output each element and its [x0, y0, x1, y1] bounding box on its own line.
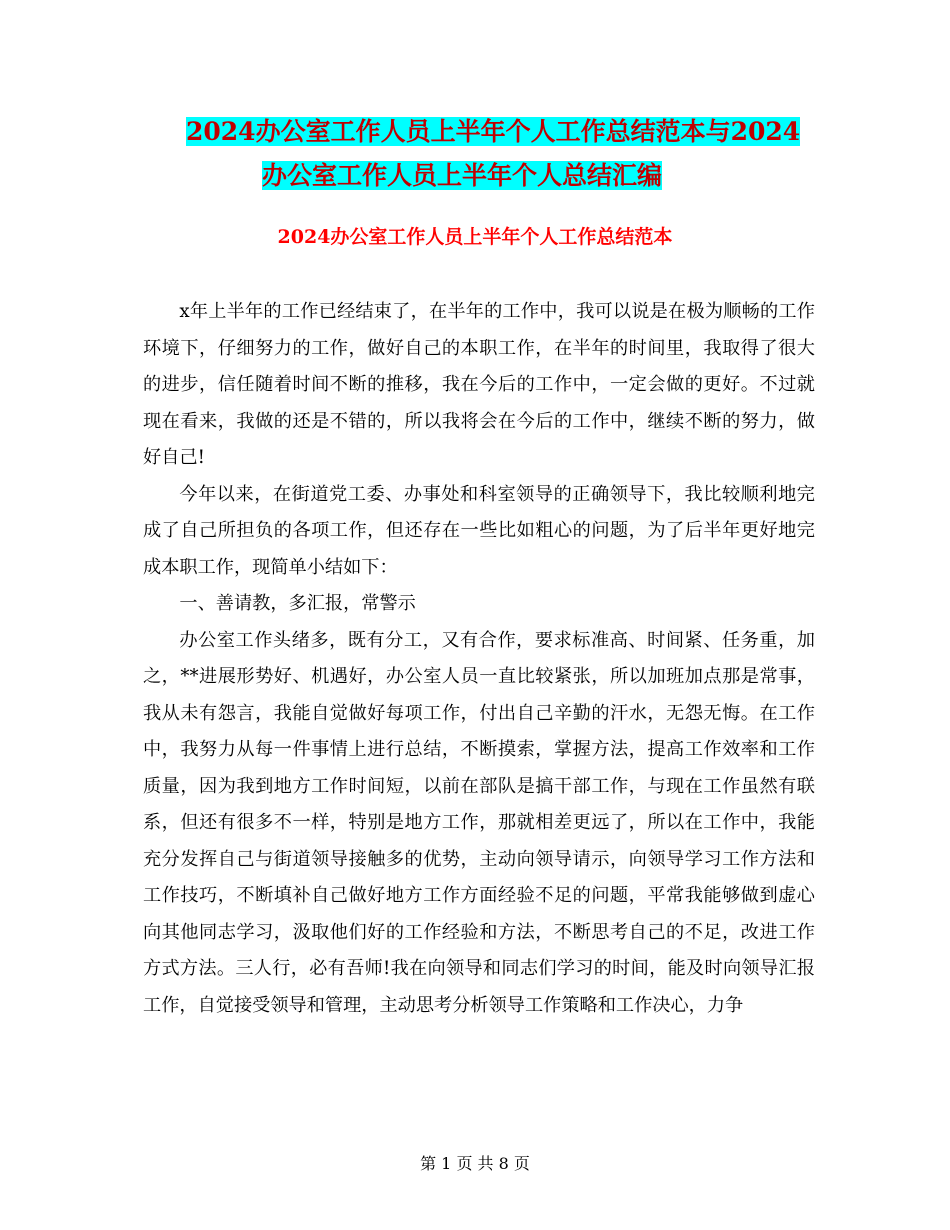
paragraph: x年上半年的工作已经结束了，在半年的工作中，我可以说是在极为顺畅的工作环境下，仔细努力的工作，做好自己的本职工作，在半年的时间里，我取得了很大的进步，信任随着时间不断的推移，我在今后的工作中，一定会做的更好。不过就现在看来，我做的还是不错的，所以我将会在今后的工作中，继续不断的努力，做好自己! [143, 301, 815, 468]
title-line-2: 办公室工作人员上半年个人总结汇编 [262, 161, 663, 190]
paragraph: 今年以来，在街道党工委、办事处和科室领导的正确领导下，我比较顺利地完成了自己所担负的各项工作，但还存在一些比如粗心的问题，为了后半年更好地完成本职工作，现简单小结如下： [143, 483, 815, 578]
section-heading: 一、善请教，多汇报，常警示 [179, 593, 416, 614]
body-text [143, 294, 815, 1024]
title-line-1: 2024办公室工作人员上半年个人工作总结范本与2024 [186, 117, 801, 146]
paragraph: 办公室工作头绪多，既有分工，又有合作，要求标准高、时间紧、任务重，加之，**进展形势好、机遇好，办公室人员一直比较紧张，所以加班加点那是常事，我从未有怨言，我能自觉做好每项工作，付出自己辛勤的汗水，无怨无悔。在工作中，我努力从每一件事情上进行总结，不断摸索，掌握方法，提高工作效率和工作质量，因为我到地方工作时间短，以前在部队是搞干部工作，与现在工作虽然有联系，但还有很多不一样，特别是地方工作，那就相差更远了，所以在工作中，我能充分发挥自己与街道领导接触多的优势，主动向领导请示，向领导学习工作方法和工作技巧，不断填补自己做好地方工作方面经验不足的问题，平常我能够做到虚心向其他同志学习，汲取他们好的工作经验和方法，不断思考自己的不足，改进工作方式方法。三人行，必有吾师!我在向领导和同志们学习的时间，能及时向领导汇报工作，自觉接受领导和管理，主动思考分析领导工作策略和工作决心，力争 [143, 629, 815, 1016]
section-subtitle: 2024办公室工作人员上半年个人工作总结范本 [277, 226, 673, 248]
page-number: 第 1 页 共 8 页 [420, 1154, 530, 1173]
document-title [140, 110, 820, 198]
